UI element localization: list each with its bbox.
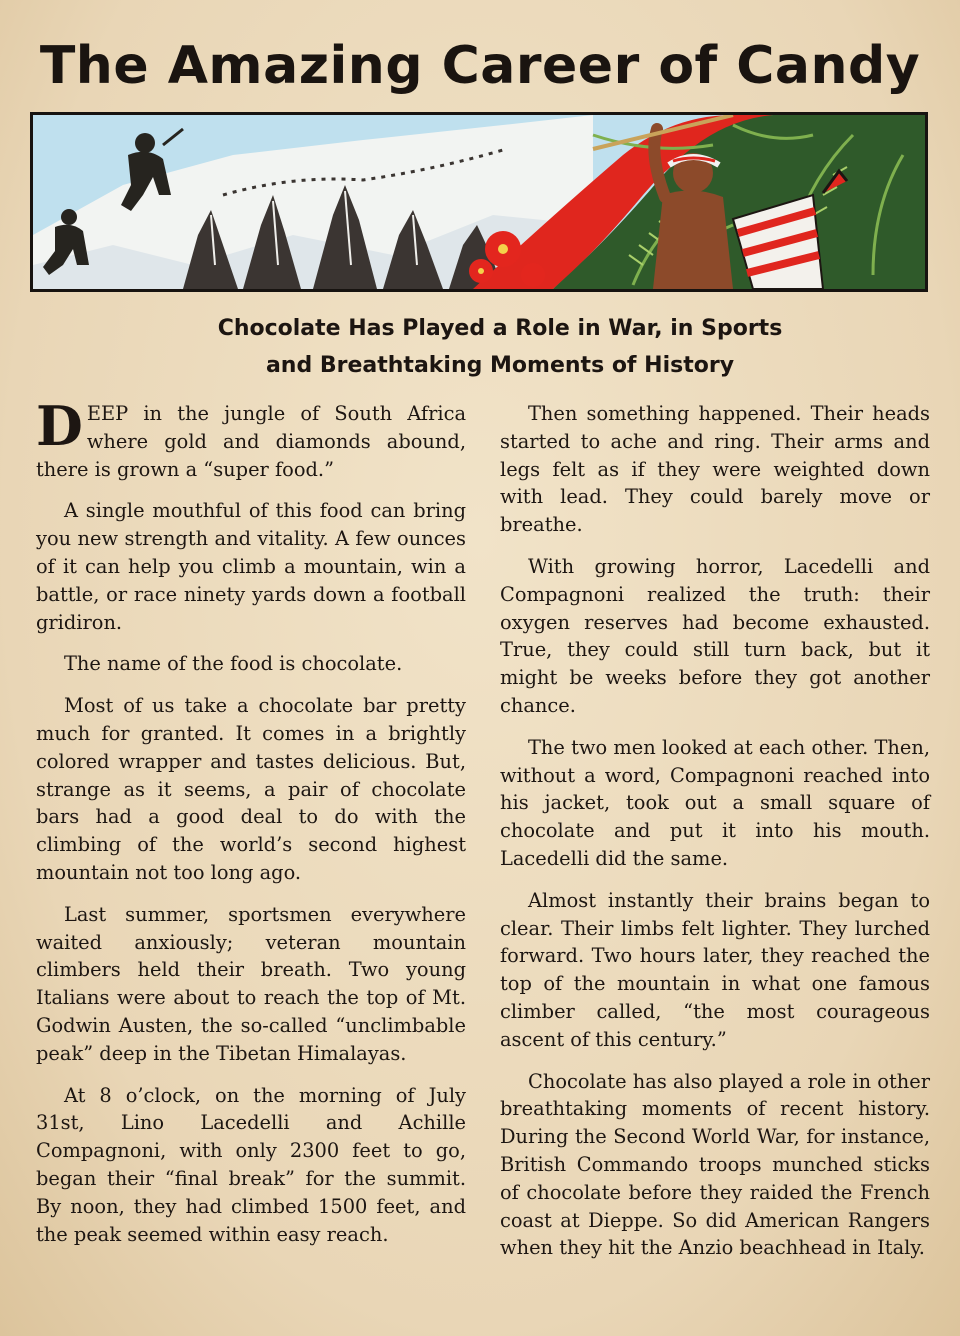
page-title: The Amazing Career of Candy xyxy=(39,36,921,96)
subtitle xyxy=(120,310,880,384)
header-illustration xyxy=(30,112,928,292)
paragraph: Almost instantly their brains began to clear. Their limbs felt lighter. They lurched forward. Two hours later, they reached the top of the mountain in what one famous climber called, “the most courageous ascent of this century.” xyxy=(500,888,930,1051)
subtitle-line-2: and Breathtaking Moments of History xyxy=(265,353,735,378)
paragraph: A single mouthful of this food can bring you new strength and vitality. A few ounces of it can help you climb a mountain, win a battle, or race ninety yards down a football gridiron. xyxy=(36,499,466,634)
right-column xyxy=(500,400,930,1276)
left-column xyxy=(36,394,466,1262)
subtitle-line-1: Chocolate Has Played a Role in War, in Sports xyxy=(217,316,783,341)
paragraph: Then something happened. Their heads started to ache and ring. Their arms and legs felt as if they were weighted down with lead. They could barely move or breathe. xyxy=(500,402,930,537)
paragraph: The name of the food is chocolate. xyxy=(64,652,403,676)
paragraph: At 8 o’clock, on the morning of July 31st, Lino Lacedelli and Achille Compagnoni, with only 2300 feet to go, began their “final break” for the summit. By noon, they had climbed 1500 feet, and the peak seemed within easy reach. xyxy=(36,1083,466,1246)
paragraph-text: EEP in the jungle of South Africa where gold and diamonds abound, there is grown a “super food.” xyxy=(36,402,466,481)
paragraph: The two men looked at each other. Then, without a word, Compagnoni reached into his jacket, took out a small square of chocolate and put it into his mouth. Lacedelli did the same. xyxy=(500,735,930,870)
paragraph xyxy=(36,394,466,483)
paragraph: Most of us take a chocolate bar pretty much for granted. It comes in a brightly colored wrapper and tastes delicious. But, strange as it seems, a pair of chocolate bars had a good deal to do with the climbing of the world’s second highest mountain not too long ago. xyxy=(36,694,466,884)
drop-cap: D xyxy=(36,394,83,458)
paragraph: Chocolate has also played a role in other breathtaking moments of recent history. During the Second World War, for instance, British Commando troops munched sticks of chocolate before they raided the French coast at Dieppe. So did American Rangers when they hit the Anzio beachhead in Italy. xyxy=(500,1069,930,1260)
paragraph: Last summer, sportsmen everywhere waited anxiously; veteran mountain climbers held their breath. Two young Italians were about to reach the top of Mt. Godwin Austen, the so-called “unclimbable peak” deep in the Tibetan Himalayas. xyxy=(36,902,466,1065)
paragraph: With growing horror, Lacedelli and Compagnoni realized the truth: their oxygen reserves had become exhausted. True, they could still turn back, but it might be weeks before they got another chance. xyxy=(500,554,930,717)
